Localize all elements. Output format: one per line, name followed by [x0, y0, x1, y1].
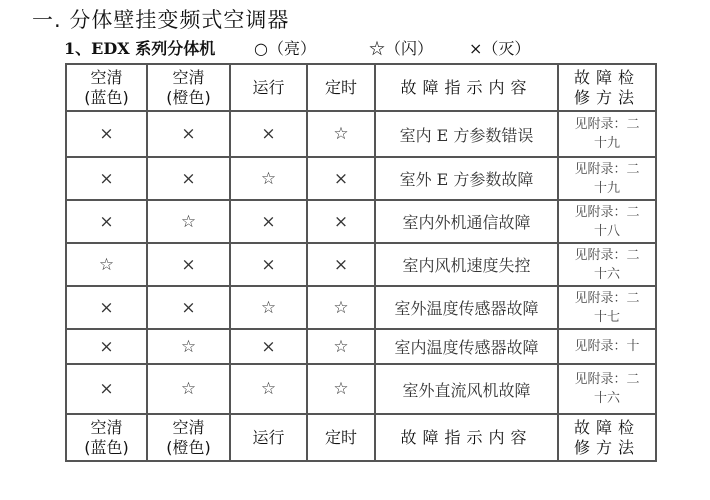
run-state: ☆	[230, 286, 307, 329]
blue-state: ×	[66, 157, 147, 200]
footer-timer: 定时	[307, 414, 375, 461]
fault-description: 室外直流风机故障	[375, 364, 558, 414]
orange-state: ×	[147, 157, 230, 200]
header-blue: 空清 (蓝色)	[66, 64, 147, 111]
timer-state: ☆	[307, 111, 375, 157]
orange-state: ☆	[147, 200, 230, 243]
fault-code-table	[65, 63, 657, 462]
blue-state: ☆	[66, 243, 147, 286]
model-series-label: 1、EDX 系列分体机	[64, 39, 216, 58]
header-row	[66, 64, 656, 111]
legend-on-label: （亮）	[267, 39, 316, 58]
orange-state: ☆	[147, 364, 230, 414]
timer-state: ☆	[307, 364, 375, 414]
timer-state: ×	[307, 157, 375, 200]
blue-state: ×	[66, 111, 147, 157]
legend-flash-label: （闪）	[385, 39, 434, 58]
fault-description: 室外 E 方参数故障	[375, 157, 558, 200]
header-method: 故障检 修方法	[558, 64, 656, 111]
section-title: 一. 分体壁挂变频式空调器	[32, 8, 290, 32]
table-row	[66, 157, 656, 200]
header-run: 运行	[230, 64, 307, 111]
footer-run: 运行	[230, 414, 307, 461]
run-state: ×	[230, 243, 307, 286]
run-state: ×	[230, 111, 307, 157]
circle-icon: ○	[254, 39, 268, 58]
repair-reference: 见附录：二 十九	[558, 157, 656, 200]
timer-state: ☆	[307, 286, 375, 329]
timer-state: ×	[307, 243, 375, 286]
table-row	[66, 286, 656, 329]
legend-off-label: （灭）	[482, 39, 531, 58]
fault-description: 室内 E 方参数错误	[375, 111, 558, 157]
repair-reference: 见附录：二 十六	[558, 243, 656, 286]
star-icon: ☆	[369, 39, 386, 58]
table-row	[66, 200, 656, 243]
legend-flash	[369, 36, 433, 59]
table-row	[66, 364, 656, 414]
subtitle	[64, 36, 531, 59]
blue-state: ×	[66, 286, 147, 329]
cross-icon: ×	[469, 39, 483, 58]
orange-state: ☆	[147, 329, 230, 364]
repair-reference: 见附录：十	[558, 329, 656, 364]
header-timer: 定时	[307, 64, 375, 111]
repair-reference: 见附录：二 十七	[558, 286, 656, 329]
timer-state: ☆	[307, 329, 375, 364]
table-row	[66, 329, 656, 364]
repair-reference: 见附录：二 十九	[558, 111, 656, 157]
run-state: ×	[230, 329, 307, 364]
orange-state: ×	[147, 111, 230, 157]
fault-description: 室内外机通信故障	[375, 200, 558, 243]
blue-state: ×	[66, 364, 147, 414]
footer-orange: 空清 (橙色)	[147, 414, 230, 461]
footer-blue: 空清 (蓝色)	[66, 414, 147, 461]
footer-fault: 故障指示内容	[375, 414, 558, 461]
header-fault: 故障指示内容	[375, 64, 558, 111]
fault-description: 室内风机速度失控	[375, 243, 558, 286]
repair-reference: 见附录：二 十六	[558, 364, 656, 414]
fault-description: 室外温度传感器故障	[375, 286, 558, 329]
blue-state: ×	[66, 200, 147, 243]
table-row	[66, 243, 656, 286]
run-state: ×	[230, 200, 307, 243]
table-row	[66, 111, 656, 157]
orange-state: ×	[147, 243, 230, 286]
repair-reference: 见附录：二 十八	[558, 200, 656, 243]
legend-off	[469, 36, 530, 59]
blue-state: ×	[66, 329, 147, 364]
orange-state: ×	[147, 286, 230, 329]
footer-method: 故障检 修方法	[558, 414, 656, 461]
footer-header-row	[66, 414, 656, 461]
timer-state: ×	[307, 200, 375, 243]
header-orange: 空清 (橙色)	[147, 64, 230, 111]
fault-description: 室内温度传感器故障	[375, 329, 558, 364]
run-state: ☆	[230, 364, 307, 414]
run-state: ☆	[230, 157, 307, 200]
legend-on	[254, 36, 316, 59]
